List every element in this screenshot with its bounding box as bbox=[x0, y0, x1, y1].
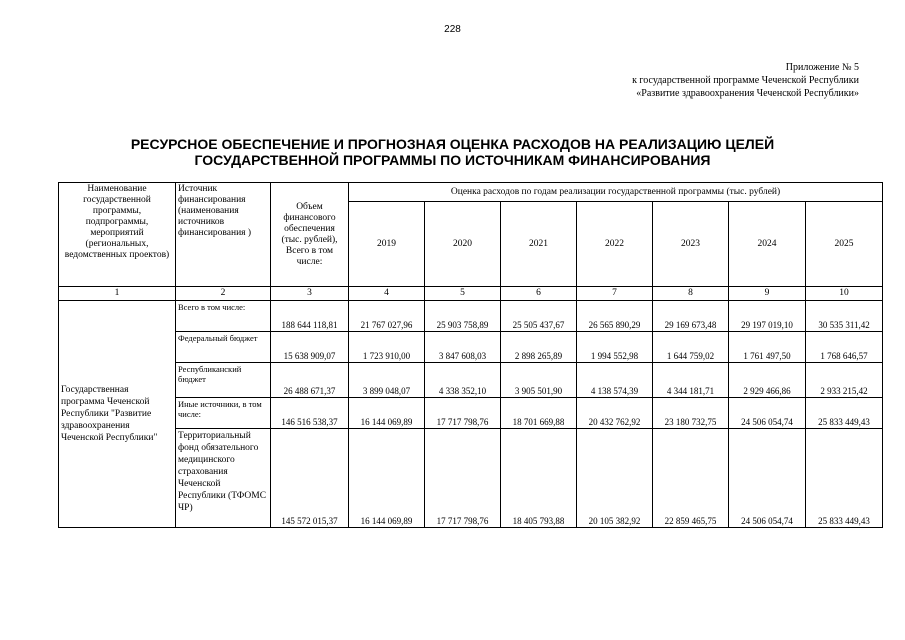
header-year: 2025 bbox=[806, 202, 883, 287]
value-cell: 4 138 574,39 bbox=[577, 363, 653, 398]
column-number: 2 bbox=[176, 287, 271, 301]
value-cell: 2 898 265,89 bbox=[501, 332, 577, 363]
value-cell: 20 432 762,92 bbox=[577, 398, 653, 429]
title-line-2: ГОСУДАРСТВЕННОЙ ПРОГРАММЫ ПО ИСТОЧНИКАМ ФИНАНСИРОВАНИЯ bbox=[194, 152, 711, 168]
column-number: 8 bbox=[653, 287, 729, 301]
appendix-line-1: Приложение № 5 bbox=[785, 62, 859, 73]
value-cell: 25 505 437,67 bbox=[501, 301, 577, 332]
value-cell: 4 338 352,10 bbox=[425, 363, 501, 398]
value-cell: 25 833 449,43 bbox=[806, 429, 883, 528]
value-cell: 30 535 311,42 bbox=[806, 301, 883, 332]
value-cell: 1 644 759,02 bbox=[653, 332, 729, 363]
value-cell: 1 994 552,98 bbox=[577, 332, 653, 363]
header-volume: Объем финансового обеспечения (тыс. рублей), Всего в том числе: bbox=[271, 183, 349, 287]
value-cell: 25 833 449,43 bbox=[806, 398, 883, 429]
header-year: 2022 bbox=[577, 202, 653, 287]
source-label: Иные источники, в том числе: bbox=[176, 398, 271, 429]
page-number: 228 bbox=[444, 24, 461, 35]
value-cell: 21 767 027,96 bbox=[349, 301, 425, 332]
appendix-line-3: «Развитие здравоохранения Чеченской Республики» bbox=[636, 88, 859, 99]
header-year: 2023 bbox=[653, 202, 729, 287]
value-cell: 1 723 910,00 bbox=[349, 332, 425, 363]
table-row bbox=[59, 301, 883, 332]
source-label: Федеральный бюджет bbox=[176, 332, 271, 363]
program-name: Государственная программа Чеченской Республики "Развитие здравоохранения Чеченской Республики" bbox=[59, 301, 176, 528]
header-estimate: Оценка расходов по годам реализации государственной программы (тыс. рублей) bbox=[349, 183, 883, 202]
value-cell: 4 344 181,71 bbox=[653, 363, 729, 398]
header-year: 2021 bbox=[501, 202, 577, 287]
source-label: Территориальный фонд обязательного медицинского страхования Чеченской Республики (ТФОМС ЧР) bbox=[176, 429, 271, 528]
header-row bbox=[59, 183, 883, 202]
column-number: 4 bbox=[349, 287, 425, 301]
value-cell: 26 565 890,29 bbox=[577, 301, 653, 332]
value-cell: 22 859 465,75 bbox=[653, 429, 729, 528]
value-cell: 24 506 054,74 bbox=[729, 429, 806, 528]
appendix-line-2: к государственной программе Чеченской Республики bbox=[632, 75, 859, 86]
value-cell: 29 197 019,10 bbox=[729, 301, 806, 332]
column-number: 3 bbox=[271, 287, 349, 301]
column-number-row bbox=[59, 287, 883, 301]
header-year: 2024 bbox=[729, 202, 806, 287]
column-number: 7 bbox=[577, 287, 653, 301]
column-number: 9 bbox=[729, 287, 806, 301]
source-label: Республиканский бюджет bbox=[176, 363, 271, 398]
value-cell: 24 506 054,74 bbox=[729, 398, 806, 429]
value-cell: 16 144 069,89 bbox=[349, 398, 425, 429]
resource-table bbox=[58, 182, 883, 528]
value-cell: 2 933 215,42 bbox=[806, 363, 883, 398]
value-cell: 3 905 501,90 bbox=[501, 363, 577, 398]
header-year: 2020 bbox=[425, 202, 501, 287]
value-cell: 15 638 909,07 bbox=[271, 332, 349, 363]
appendix-note bbox=[632, 61, 859, 100]
value-cell: 188 644 118,81 bbox=[271, 301, 349, 332]
document-title bbox=[0, 136, 905, 168]
header-source: Источник финансирования (наименования источников финансирования ) bbox=[176, 183, 271, 287]
table-row bbox=[59, 429, 883, 528]
column-number: 6 bbox=[501, 287, 577, 301]
value-cell: 17 717 798,76 bbox=[425, 398, 501, 429]
value-cell: 20 105 382,92 bbox=[577, 429, 653, 528]
value-cell: 18 701 669,88 bbox=[501, 398, 577, 429]
column-number: 10 bbox=[806, 287, 883, 301]
value-cell: 26 488 671,37 bbox=[271, 363, 349, 398]
value-cell: 145 572 015,37 bbox=[271, 429, 349, 528]
value-cell: 1 768 646,57 bbox=[806, 332, 883, 363]
table-row bbox=[59, 332, 883, 363]
table-row bbox=[59, 363, 883, 398]
title-line-1: РЕСУРСНОЕ ОБЕСПЕЧЕНИЕ И ПРОГНОЗНАЯ ОЦЕНКА РАСХОДОВ НА РЕАЛИЗАЦИЮ ЦЕЛЕЙ bbox=[130, 136, 775, 152]
value-cell: 29 169 673,48 bbox=[653, 301, 729, 332]
value-cell: 1 761 497,50 bbox=[729, 332, 806, 363]
value-cell: 18 405 793,88 bbox=[501, 429, 577, 528]
value-cell: 23 180 732,75 bbox=[653, 398, 729, 429]
table-row bbox=[59, 398, 883, 429]
value-cell: 2 929 466,86 bbox=[729, 363, 806, 398]
value-cell: 16 144 069,89 bbox=[349, 429, 425, 528]
value-cell: 3 899 048,07 bbox=[349, 363, 425, 398]
value-cell: 3 847 608,03 bbox=[425, 332, 501, 363]
column-number: 5 bbox=[425, 287, 501, 301]
source-label: Всего в том числе: bbox=[176, 301, 271, 332]
value-cell: 17 717 798,76 bbox=[425, 429, 501, 528]
header-name: Наименование государственной программы, подпрограммы, мероприятий (региональных, ведомственных проектов) bbox=[59, 183, 176, 287]
header-year: 2019 bbox=[349, 202, 425, 287]
value-cell: 146 516 538,37 bbox=[271, 398, 349, 429]
value-cell: 25 903 758,89 bbox=[425, 301, 501, 332]
column-number: 1 bbox=[59, 287, 176, 301]
